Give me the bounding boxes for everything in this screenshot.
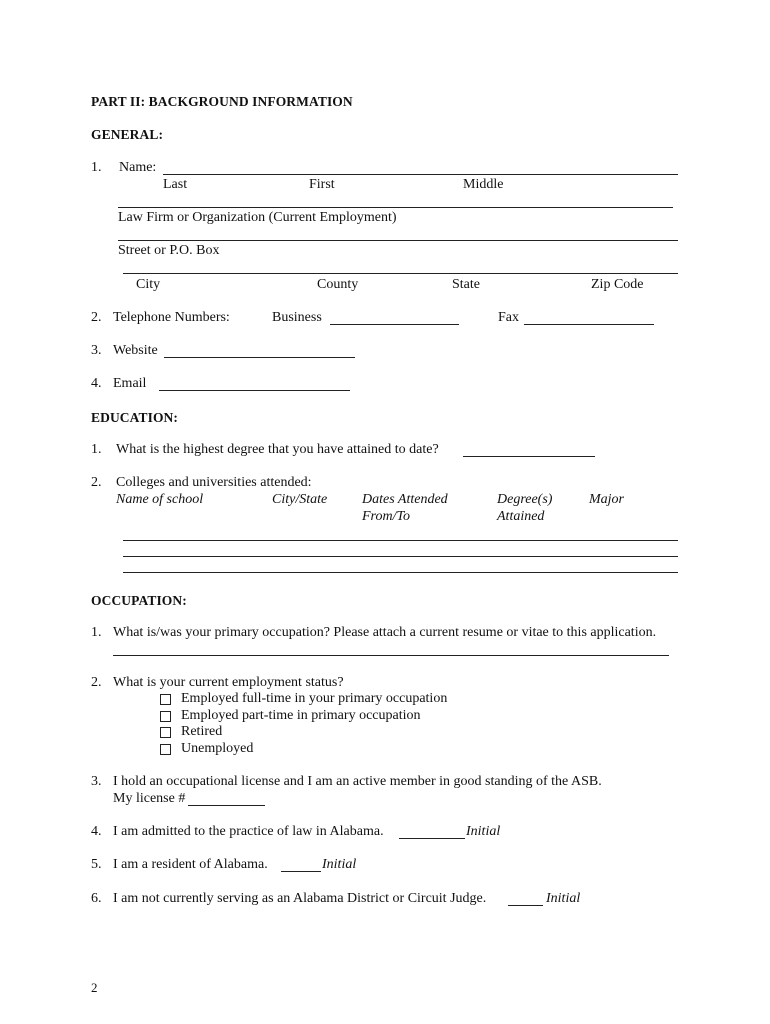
general-q3-number: 3. — [91, 343, 102, 358]
option-full-time: Employed full-time in your primary occupation — [181, 691, 448, 706]
education-heading: EDUCATION: — [91, 410, 179, 425]
street-label: Street or P.O. Box — [118, 243, 220, 258]
name-last-sublabel: Last — [163, 177, 188, 192]
col-attained: Attained — [497, 509, 545, 524]
col-from-to: From/To — [362, 509, 410, 524]
resident-initial-label: Initial — [322, 857, 357, 872]
checkbox-full-time[interactable] — [160, 694, 171, 705]
college-line[interactable] — [123, 556, 678, 557]
colleges-question: Colleges and universities attended: — [116, 475, 312, 490]
education-q2-number: 2. — [91, 475, 102, 490]
admitted-initial-label: Initial — [466, 824, 501, 839]
website-label: Website — [113, 343, 158, 358]
checkbox-part-time[interactable] — [160, 711, 171, 722]
checkbox-unemployed[interactable] — [160, 744, 171, 755]
fax-label: Fax — [498, 310, 519, 325]
zip-label: Zip Code — [591, 277, 644, 292]
name-label: Name: — [119, 160, 157, 175]
occupation-q6-number: 6. — [91, 891, 102, 906]
license-number-line[interactable] — [188, 805, 265, 806]
judge-initial-label: Initial — [546, 891, 581, 906]
college-line[interactable] — [123, 540, 678, 541]
occupation-q3-number: 3. — [91, 774, 102, 789]
admitted-statement: I am admitted to the practice of law in Alabama. — [113, 824, 384, 839]
street-line[interactable] — [118, 240, 678, 241]
firm-line[interactable] — [118, 207, 673, 208]
highest-degree-question: What is the highest degree that you have attained to date? — [116, 442, 439, 457]
college-line[interactable] — [123, 572, 678, 573]
business-label: Business — [272, 310, 322, 325]
occupation-q5-number: 5. — [91, 857, 102, 872]
name-middle-sublabel: Middle — [463, 177, 504, 192]
col-degrees: Degree(s) — [497, 492, 553, 507]
education-q1-number: 1. — [91, 442, 102, 457]
part-title: PART II: BACKGROUND INFORMATION — [91, 94, 353, 109]
city-line[interactable] — [123, 273, 678, 274]
email-label: Email — [113, 376, 147, 391]
occupation-q2-number: 2. — [91, 675, 102, 690]
employment-status-question: What is your current employment status? — [113, 675, 344, 690]
website-line[interactable] — [164, 357, 355, 358]
admitted-initial-line[interactable] — [399, 838, 465, 839]
telephone-label: Telephone Numbers: — [113, 310, 230, 325]
city-label: City — [136, 277, 161, 292]
col-name-of-school: Name of school — [116, 492, 204, 507]
col-major: Major — [589, 492, 624, 507]
resident-initial-line[interactable] — [281, 871, 321, 872]
general-q1-number: 1. — [91, 160, 102, 175]
general-heading: GENERAL: — [91, 127, 164, 142]
business-phone-line[interactable] — [330, 324, 459, 325]
occupation-q1-number: 1. — [91, 625, 102, 640]
general-q4-number: 4. — [91, 376, 102, 391]
primary-occupation-line[interactable] — [113, 655, 669, 656]
highest-degree-line[interactable] — [463, 456, 595, 457]
col-city-state: City/State — [272, 492, 328, 507]
checkbox-retired[interactable] — [160, 727, 171, 738]
state-label: State — [452, 277, 480, 292]
fax-line[interactable] — [524, 324, 654, 325]
col-dates-attended: Dates Attended — [362, 492, 448, 507]
page-number: 2 — [91, 980, 98, 995]
name-line[interactable] — [163, 174, 678, 175]
option-unemployed: Unemployed — [181, 741, 254, 756]
license-statement: I hold an occupational license and I am an active member in good standing of the ASB. — [113, 774, 602, 789]
primary-occupation-question: What is/was your primary occupation? Please attach a current resume or vitae to this application. — [113, 625, 657, 640]
firm-label: Law Firm or Organization (Current Employment) — [118, 210, 397, 225]
judge-initial-line[interactable] — [508, 905, 543, 906]
occupation-q4-number: 4. — [91, 824, 102, 839]
option-part-time: Employed part-time in primary occupation — [181, 708, 421, 723]
resident-statement: I am a resident of Alabama. — [113, 857, 268, 872]
option-retired: Retired — [181, 724, 223, 739]
occupation-heading: OCCUPATION: — [91, 593, 187, 608]
name-first-sublabel: First — [309, 177, 335, 192]
email-line[interactable] — [159, 390, 350, 391]
judge-statement: I am not currently serving as an Alabama District or Circuit Judge. — [113, 891, 487, 906]
general-q2-number: 2. — [91, 310, 102, 325]
license-number-label: My license # — [113, 791, 186, 806]
county-label: County — [317, 277, 359, 292]
